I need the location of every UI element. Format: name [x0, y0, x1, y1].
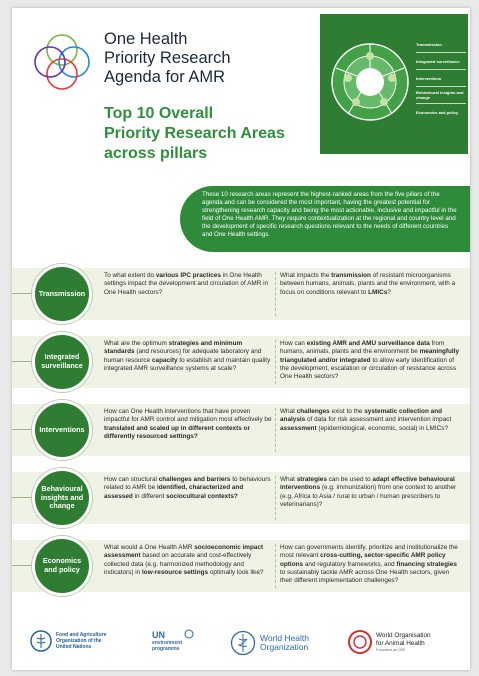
question-text: ?	[387, 288, 391, 296]
emphasis-text: cross-cutting, sector-specific AMR policy options	[280, 552, 446, 568]
emphasis-text: meaningfully triangulated and/or integrated	[280, 348, 460, 364]
emphasis-text: various IPC practices	[155, 272, 221, 279]
research-question	[104, 340, 272, 373]
emphasis-text: strategies and minimum standards	[104, 340, 243, 356]
emphasis-text: low-resource settings	[142, 568, 209, 576]
question-text: How can structural	[104, 476, 159, 483]
question-text: can be used to	[326, 476, 373, 483]
question-text: What	[280, 476, 297, 483]
emphasis-text: capacity	[151, 356, 178, 364]
poster-page	[12, 8, 470, 670]
pillar-wheel-icon	[328, 28, 412, 136]
question-text: How can governments identify, prioritize and institutionalize the most relevant	[280, 544, 458, 560]
woah-name-line: for Animal Health	[376, 639, 425, 647]
subtitle-line: Priority Research Areas	[104, 125, 285, 142]
page-title	[104, 30, 274, 87]
subtitle-line: Top 10 Overall	[104, 105, 214, 122]
one-health-rings-icon	[30, 30, 94, 94]
question-text: (e.g. immunization) from one context to another (e.g. Africa to Asia / rural to urban / human prescribers to veterinarians)?	[280, 484, 457, 508]
question-text: to establish and maintain quality integrated AMR surveillance systems at scale?	[104, 356, 271, 372]
fao-name-line: Food and Agriculture	[56, 632, 107, 638]
research-question	[280, 408, 460, 433]
pillar-badge: Interventions	[32, 400, 92, 460]
question-text: (and resources) for adequate laboratory and human resource	[104, 348, 262, 364]
woah-emblem-icon	[348, 630, 372, 654]
question-text: of data for risk assessment and intervention impact	[305, 416, 452, 424]
pillar-row	[12, 264, 470, 324]
question-text: To what extent do	[104, 272, 156, 279]
emphasis-text: challenges and barriers	[158, 476, 231, 483]
question-text: exist to the	[329, 408, 365, 415]
subtitle-line: across pillars	[104, 145, 208, 162]
emphasis-text: identified, characterized and assessed	[104, 484, 244, 500]
question-text: What impacts the	[280, 272, 332, 279]
emphasis-text: financing strategies	[396, 560, 457, 568]
pillar-panel	[320, 14, 468, 154]
emphasis-text: translated and scaled up in different contexts or differently resourced settings?	[104, 424, 250, 440]
title-line: Agenda for AMR	[104, 68, 226, 86]
emphasis-text: challenges	[296, 408, 330, 415]
research-question	[104, 408, 272, 441]
question-text: in different	[132, 492, 167, 500]
unep-globe-icon	[184, 629, 194, 639]
emphasis-text: LMICs	[368, 288, 388, 296]
pillar-list-item: Behavioural insights and change	[416, 87, 466, 104]
woah-name-line: World Organisation	[376, 632, 431, 640]
pillar-list-item: Economics and policy	[416, 110, 459, 115]
emphasis-text: existing AMR and AMU surveillance data	[306, 340, 430, 347]
title-line: Priority Research	[104, 49, 231, 67]
woah-founded-note: Founded as OIE	[376, 646, 406, 652]
research-question	[280, 476, 460, 509]
question-text: What would a One Health AMR	[104, 544, 195, 551]
fao-name-line: Organization of the	[56, 638, 102, 644]
intro-banner: These 10 research areas represent the highest-ranked areas from the five pillars of the agenda and can be considered the most important, having the greatest potential for strengthening research capacity and being the most actionable, inclusive and impactful in the field of One Health AMR. They require contextualization at the regional and country level and the development of specific research questions relevant to the needs of different countries and One Health settings.	[180, 186, 470, 252]
unep-name-line: UN	[152, 630, 165, 640]
title-line: One Health	[104, 30, 188, 48]
pillar-list-item: Interventions	[416, 70, 466, 87]
research-question	[104, 476, 272, 501]
pillar-badge: Economics and policy	[32, 536, 92, 596]
question-text: to allow early identification of the development, escalation or circulation of resistance across One Health sectors?	[280, 356, 457, 381]
question-text: How can	[280, 340, 307, 347]
footer-logos	[12, 620, 470, 670]
fao-name-line: United Nations	[56, 644, 92, 650]
research-question	[280, 272, 460, 297]
who-logo	[230, 630, 309, 656]
question-text: What	[280, 408, 297, 415]
unep-name-line: environment	[152, 640, 183, 646]
research-question	[104, 544, 272, 577]
unep-logo	[152, 630, 194, 652]
pillar-row	[12, 468, 470, 528]
page-subtitle	[104, 104, 294, 164]
pillar-row	[12, 536, 470, 596]
emphasis-text: sociocultural contexts?	[166, 492, 238, 500]
pillar-list-item: Integrated surveillance	[416, 53, 466, 70]
question-text: of resistant microorganisms between humans, animals, plants and the environment, with a focus on conditions relevant to	[280, 272, 456, 296]
woah-logo	[348, 630, 431, 654]
question-text: to sustainably tackle AMR across One Health sectors, given their different implementation challenges?	[280, 568, 450, 585]
emphasis-text: transmission	[331, 272, 371, 279]
question-text: What are the optimum	[104, 340, 169, 347]
fao-logo	[30, 630, 106, 652]
emphasis-text: adapt effective behavioural interventions	[280, 476, 455, 492]
question-text: in One Health settings impact the development and circulation of AMR in One Health sectors?	[104, 272, 269, 296]
unep-name-line: programme	[152, 646, 180, 652]
who-emblem-icon	[230, 630, 256, 656]
question-text: and regulatory frameworks, and	[303, 560, 397, 568]
question-text: from humans, animals, plants and the environment be	[280, 340, 445, 356]
question-text: optimally look like?	[208, 568, 264, 576]
pillar-badge: Transmission	[32, 264, 92, 324]
emphasis-text: systematic collection and analysis	[280, 408, 442, 424]
research-question	[280, 340, 460, 381]
research-question	[104, 272, 272, 297]
pillar-row	[12, 332, 470, 392]
emphasis-text: socioeconomic impact assessment	[104, 544, 264, 560]
emphasis-text: strategies	[296, 476, 327, 483]
pillar-badge: Behavioural insights and change	[32, 468, 92, 528]
question-text: How can One Health interventions that have proven impactful for AMR control and mitigation most effectively be	[104, 408, 272, 424]
pillar-list	[416, 36, 466, 121]
pillar-row	[12, 400, 470, 460]
who-name-line: World Health	[260, 633, 309, 643]
fao-emblem-icon	[30, 630, 52, 652]
who-name-line: Organization	[260, 642, 309, 652]
question-text: to behaviours related to AMR be	[104, 476, 271, 492]
question-text: based on accurate and cost-effectively collected data (e.g. harmonized methodology and indicators) in	[104, 552, 252, 576]
pillar-badge: Integrated surveillance	[32, 332, 92, 392]
emphasis-text: assessment	[280, 424, 317, 432]
question-text: (epidemiological, economic, social) in LMICs?	[316, 424, 449, 432]
research-question	[280, 544, 460, 585]
pillar-list-item: Transmission	[416, 36, 466, 53]
